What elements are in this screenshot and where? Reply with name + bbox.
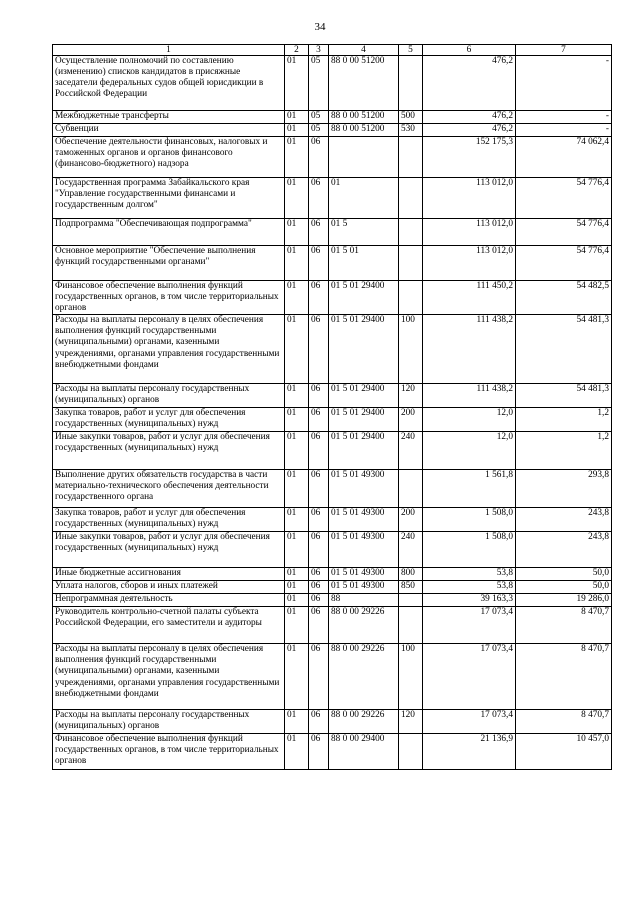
- row-amount-2-cell: -: [516, 124, 612, 137]
- row-amount-1-cell: 12,0: [423, 432, 516, 470]
- budget-table: [52, 44, 612, 770]
- row-section-cell: 01: [285, 56, 309, 111]
- row-amount-1-cell: 111 438,2: [423, 315, 516, 384]
- row-target-article-cell: 88 0 00 29400: [329, 734, 399, 770]
- row-section-cell: 01: [285, 124, 309, 137]
- row-section-cell: 01: [285, 315, 309, 384]
- row-expense-type-cell: [399, 470, 423, 508]
- row-amount-1-cell: 1 561,8: [423, 470, 516, 508]
- table-row: [53, 470, 612, 508]
- row-section-cell: 01: [285, 710, 309, 734]
- row-subsection-cell: 06: [309, 644, 329, 710]
- row-name-cell: Расходы на выплаты персоналу государственных (муниципальных) органов: [53, 384, 285, 408]
- table-row: [53, 432, 612, 470]
- row-name-cell: Осуществление полномочий по составлению (изменению) списков кандидатов в присяжные заседатели федеральных судов общей юрисдикции в Российской Федерации: [53, 56, 285, 111]
- row-expense-type-cell: 200: [399, 508, 423, 532]
- row-expense-type-cell: 100: [399, 315, 423, 384]
- row-section-cell: 01: [285, 137, 309, 178]
- row-section-cell: 01: [285, 246, 309, 281]
- row-name-cell: Расходы на выплаты персоналу в целях обеспечения выполнения функций государственными (муниципальными) органами, казенными учреждениями, органами управления государственными внебюджетными фондами: [53, 644, 285, 710]
- row-subsection-cell: 05: [309, 124, 329, 137]
- row-amount-2-cell: 19 286,0: [516, 594, 612, 607]
- table-row: [53, 384, 612, 408]
- row-section-cell: 01: [285, 508, 309, 532]
- row-amount-2-cell: 1,2: [516, 408, 612, 432]
- row-section-cell: 01: [285, 111, 309, 124]
- row-expense-type-cell: [399, 56, 423, 111]
- row-subsection-cell: 06: [309, 710, 329, 734]
- row-expense-type-cell: 100: [399, 644, 423, 710]
- row-section-cell: 01: [285, 384, 309, 408]
- row-amount-2-cell: 1,2: [516, 432, 612, 470]
- row-amount-1-cell: 53,8: [423, 568, 516, 581]
- row-subsection-cell: 06: [309, 137, 329, 178]
- row-expense-type-cell: 850: [399, 581, 423, 594]
- row-amount-2-cell: 54 776,4: [516, 219, 612, 246]
- row-section-cell: 01: [285, 734, 309, 770]
- row-section-cell: 01: [285, 178, 309, 219]
- column-header-2: 2: [285, 45, 309, 56]
- row-name-cell: Межбюджетные трансферты: [53, 111, 285, 124]
- row-expense-type-cell: 240: [399, 532, 423, 568]
- row-amount-2-cell: 74 062,4: [516, 137, 612, 178]
- table-row: [53, 644, 612, 710]
- row-name-cell: Иные бюджетные ассигнования: [53, 568, 285, 581]
- row-section-cell: 01: [285, 568, 309, 581]
- row-amount-2-cell: 243,8: [516, 532, 612, 568]
- row-subsection-cell: 06: [309, 408, 329, 432]
- row-subsection-cell: 06: [309, 432, 329, 470]
- row-name-cell: Расходы на выплаты персоналу в целях обеспечения выполнения функций государственными (муниципальными) органами, казенными учреждениями, органами управления государственными внебюджетными фондами: [53, 315, 285, 384]
- row-amount-1-cell: 17 073,4: [423, 710, 516, 734]
- row-expense-type-cell: 530: [399, 124, 423, 137]
- row-amount-1-cell: 476,2: [423, 111, 516, 124]
- row-amount-2-cell: 54 776,4: [516, 246, 612, 281]
- column-header-7: 7: [516, 45, 612, 56]
- row-amount-1-cell: 17 073,4: [423, 644, 516, 710]
- row-amount-1-cell: 113 012,0: [423, 178, 516, 219]
- row-amount-1-cell: 113 012,0: [423, 219, 516, 246]
- row-name-cell: Выполнение других обязательств государства в части материально-технического обеспечения деятельности государственного органа: [53, 470, 285, 508]
- table-row: [53, 246, 612, 281]
- row-expense-type-cell: 200: [399, 408, 423, 432]
- row-section-cell: 01: [285, 432, 309, 470]
- row-target-article-cell: 88 0 00 29226: [329, 607, 399, 644]
- row-name-cell: Иные закупки товаров, работ и услуг для обеспечения государственных (муниципальных) нужд: [53, 432, 285, 470]
- row-amount-2-cell: 8 470,7: [516, 644, 612, 710]
- row-name-cell: Субвенции: [53, 124, 285, 137]
- row-target-article-cell: 01 5 01 49300: [329, 508, 399, 532]
- row-expense-type-cell: [399, 246, 423, 281]
- row-section-cell: 01: [285, 594, 309, 607]
- row-expense-type-cell: [399, 281, 423, 315]
- table-row: [53, 111, 612, 124]
- row-amount-2-cell: 8 470,7: [516, 607, 612, 644]
- column-header-5: 5: [399, 45, 423, 56]
- table-row: [53, 315, 612, 384]
- row-target-article-cell: 01 5 01 49300: [329, 532, 399, 568]
- page-number: 34: [314, 21, 326, 33]
- row-amount-1-cell: 152 175,3: [423, 137, 516, 178]
- row-section-cell: 01: [285, 532, 309, 568]
- table-row: [53, 178, 612, 219]
- row-amount-2-cell: -: [516, 56, 612, 111]
- row-expense-type-cell: 800: [399, 568, 423, 581]
- row-amount-1-cell: 17 073,4: [423, 607, 516, 644]
- row-amount-1-cell: 111 450,2: [423, 281, 516, 315]
- row-amount-1-cell: 476,2: [423, 56, 516, 111]
- row-subsection-cell: 06: [309, 246, 329, 281]
- row-amount-2-cell: 54 481,3: [516, 315, 612, 384]
- row-name-cell: Финансовое обеспечение выполнения функций государственных органов, в том числе территориальных органов: [53, 734, 285, 770]
- row-subsection-cell: 06: [309, 607, 329, 644]
- table-row: [53, 607, 612, 644]
- row-target-article-cell: 01 5 01 29400: [329, 281, 399, 315]
- row-amount-1-cell: 1 508,0: [423, 508, 516, 532]
- row-expense-type-cell: 240: [399, 432, 423, 470]
- row-amount-2-cell: 8 470,7: [516, 710, 612, 734]
- row-amount-1-cell: 1 508,0: [423, 532, 516, 568]
- row-amount-2-cell: 50,0: [516, 581, 612, 594]
- row-expense-type-cell: 120: [399, 384, 423, 408]
- column-header-6: 6: [423, 45, 516, 56]
- table-row: [53, 219, 612, 246]
- row-amount-1-cell: 476,2: [423, 124, 516, 137]
- row-target-article-cell: 01 5 01 29400: [329, 408, 399, 432]
- row-target-article-cell: 88 0 00 51200: [329, 111, 399, 124]
- row-amount-2-cell: 293,8: [516, 470, 612, 508]
- row-name-cell: Закупка товаров, работ и услуг для обеспечения государственных (муниципальных) нужд: [53, 508, 285, 532]
- table-row: [53, 281, 612, 315]
- row-amount-2-cell: 50,0: [516, 568, 612, 581]
- row-name-cell: Обеспечение деятельности финансовых, налоговых и таможенных органов и органов финансового (финансово-бюджетного) надзора: [53, 137, 285, 178]
- row-name-cell: Уплата налогов, сборов и иных платежей: [53, 581, 285, 594]
- row-section-cell: 01: [285, 581, 309, 594]
- row-amount-1-cell: 53,8: [423, 581, 516, 594]
- row-subsection-cell: 06: [309, 508, 329, 532]
- row-subsection-cell: 06: [309, 568, 329, 581]
- row-amount-1-cell: 12,0: [423, 408, 516, 432]
- row-name-cell: Основное мероприятие "Обеспечение выполнения функций государственными органами": [53, 246, 285, 281]
- table-row: [53, 532, 612, 568]
- row-name-cell: Закупка товаров, работ и услуг для обеспечения государственных (муниципальных) нужд: [53, 408, 285, 432]
- table-row: [53, 508, 612, 532]
- row-expense-type-cell: [399, 219, 423, 246]
- row-subsection-cell: 05: [309, 56, 329, 111]
- row-section-cell: 01: [285, 607, 309, 644]
- row-expense-type-cell: 500: [399, 111, 423, 124]
- row-amount-1-cell: 21 136,9: [423, 734, 516, 770]
- row-subsection-cell: 06: [309, 384, 329, 408]
- row-name-cell: Руководитель контрольно-счетной палаты субъекта Российской Федерации, его заместители и аудиторы: [53, 607, 285, 644]
- table-body: [53, 56, 612, 770]
- row-amount-2-cell: 54 482,5: [516, 281, 612, 315]
- row-name-cell: Расходы на выплаты персоналу государственных (муниципальных) органов: [53, 710, 285, 734]
- row-subsection-cell: 06: [309, 734, 329, 770]
- row-name-cell: Финансовое обеспечение выполнения функций государственных органов, в том числе территориальных органов: [53, 281, 285, 315]
- table-row: [53, 56, 612, 111]
- row-section-cell: 01: [285, 644, 309, 710]
- table-row: [53, 568, 612, 581]
- column-header-4: 4: [329, 45, 399, 56]
- row-target-article-cell: 01 5 01 49300: [329, 470, 399, 508]
- table-row: [53, 710, 612, 734]
- row-target-article-cell: 01 5 01 49300: [329, 581, 399, 594]
- row-target-article-cell: 88 0 00 51200: [329, 56, 399, 111]
- row-target-article-cell: 01 5 01 49300: [329, 568, 399, 581]
- row-target-article-cell: 01 5 01 29400: [329, 315, 399, 384]
- row-target-article-cell: [329, 137, 399, 178]
- column-header-1: 1: [53, 45, 285, 56]
- row-name-cell: Подпрограмма "Обеспечивающая подпрограмма": [53, 219, 285, 246]
- row-section-cell: 01: [285, 219, 309, 246]
- row-subsection-cell: 06: [309, 315, 329, 384]
- row-target-article-cell: 88 0 00 51200: [329, 124, 399, 137]
- row-name-cell: Иные закупки товаров, работ и услуг для обеспечения государственных (муниципальных) нужд: [53, 532, 285, 568]
- row-target-article-cell: 01 5: [329, 219, 399, 246]
- row-subsection-cell: 06: [309, 532, 329, 568]
- table-header-row: [53, 45, 612, 56]
- row-expense-type-cell: [399, 607, 423, 644]
- row-subsection-cell: 06: [309, 581, 329, 594]
- row-target-article-cell: 01 5 01 29400: [329, 432, 399, 470]
- column-header-3: 3: [309, 45, 329, 56]
- row-target-article-cell: 01 5 01: [329, 246, 399, 281]
- row-target-article-cell: 88: [329, 594, 399, 607]
- row-name-cell: Непрограммная деятельность: [53, 594, 285, 607]
- row-subsection-cell: 06: [309, 594, 329, 607]
- row-amount-2-cell: 243,8: [516, 508, 612, 532]
- row-subsection-cell: 06: [309, 281, 329, 315]
- table-row: [53, 581, 612, 594]
- row-expense-type-cell: [399, 734, 423, 770]
- row-expense-type-cell: 120: [399, 710, 423, 734]
- row-target-article-cell: 01 5 01 29400: [329, 384, 399, 408]
- row-amount-1-cell: 113 012,0: [423, 246, 516, 281]
- table-row: [53, 137, 612, 178]
- table-row: [53, 594, 612, 607]
- row-section-cell: 01: [285, 408, 309, 432]
- table-row: [53, 124, 612, 137]
- row-target-article-cell: 88 0 00 29226: [329, 644, 399, 710]
- row-amount-2-cell: 54 776,4: [516, 178, 612, 219]
- row-target-article-cell: 88 0 00 29226: [329, 710, 399, 734]
- row-section-cell: 01: [285, 470, 309, 508]
- row-expense-type-cell: [399, 594, 423, 607]
- table-row: [53, 734, 612, 770]
- row-amount-1-cell: 111 438,2: [423, 384, 516, 408]
- row-subsection-cell: 06: [309, 470, 329, 508]
- row-amount-2-cell: 10 457,0: [516, 734, 612, 770]
- row-section-cell: 01: [285, 281, 309, 315]
- row-amount-2-cell: -: [516, 111, 612, 124]
- row-name-cell: Государственная программа Забайкальского края "Управление государственными финансами и государственным долгом": [53, 178, 285, 219]
- row-subsection-cell: 06: [309, 219, 329, 246]
- row-expense-type-cell: [399, 137, 423, 178]
- row-amount-1-cell: 39 163,3: [423, 594, 516, 607]
- row-amount-2-cell: 54 481,3: [516, 384, 612, 408]
- row-subsection-cell: 06: [309, 178, 329, 219]
- table-row: [53, 408, 612, 432]
- row-expense-type-cell: [399, 178, 423, 219]
- row-subsection-cell: 05: [309, 111, 329, 124]
- row-target-article-cell: 01: [329, 178, 399, 219]
